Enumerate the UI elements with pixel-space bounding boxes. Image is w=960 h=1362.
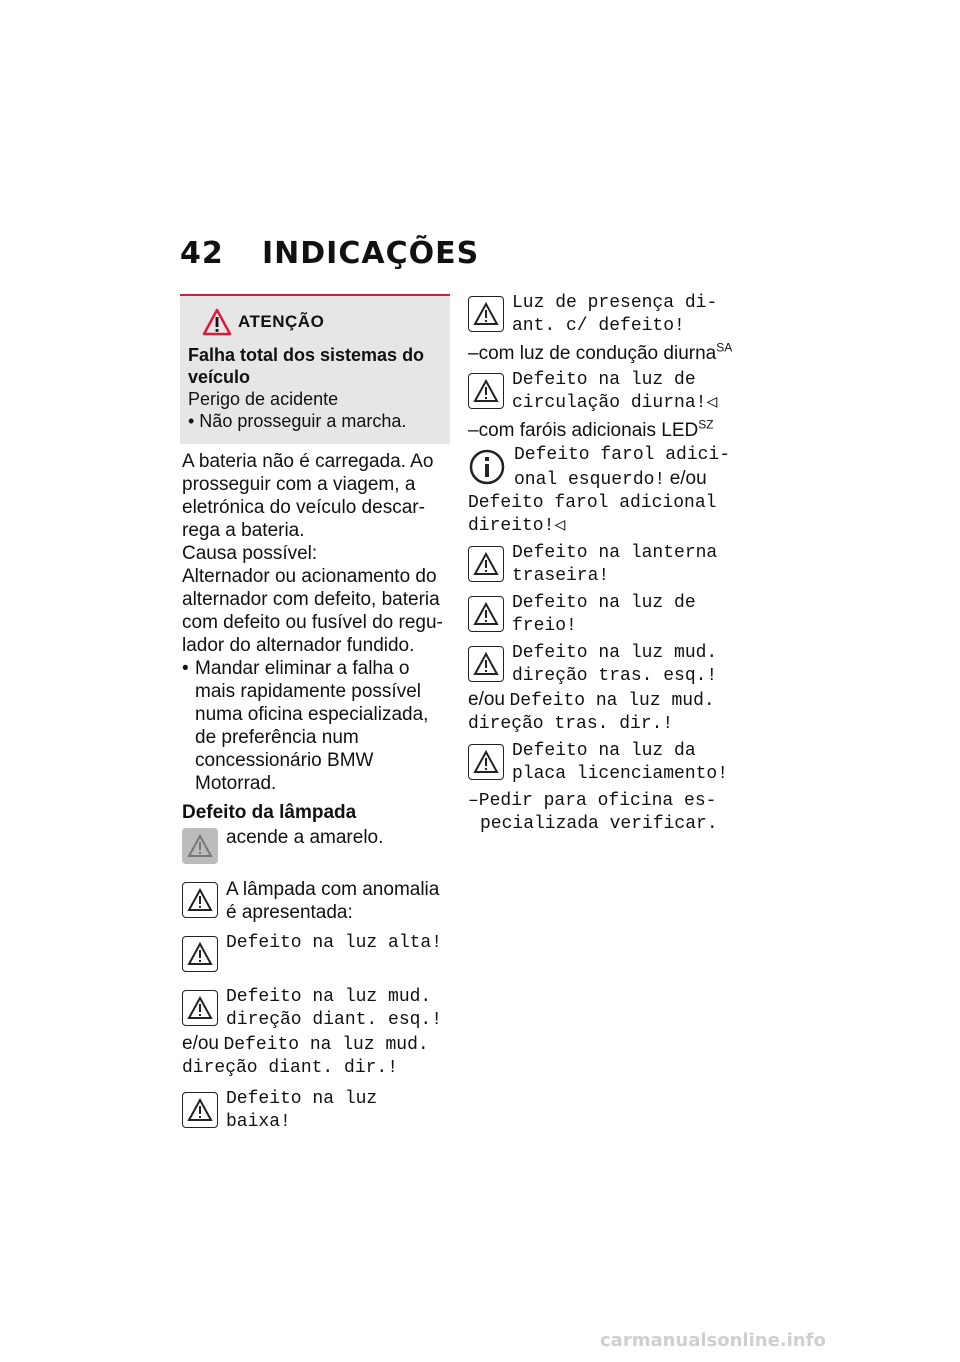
warning-triangle-icon [182, 1092, 218, 1128]
message-text: Defeito na luz alta! [226, 933, 443, 953]
message-text: Defeito farol adicional esquerdo! [514, 445, 731, 490]
warning-triangle-icon [468, 296, 504, 332]
notice-line-2: • Não prosseguir a marcha. [188, 411, 407, 431]
message-text: Defeito na luz da placa licenciamento! [512, 741, 729, 784]
warning-light-gray-icon [182, 828, 218, 864]
action-workshop-check: –Pedir para oficina especializada verificar. [468, 791, 718, 834]
message-text: Defeito na luz mud. direção diant. dir.! [182, 1035, 429, 1078]
warning-notice [180, 294, 450, 444]
message-tail-light [468, 542, 740, 588]
warning-triangle-icon [468, 596, 504, 632]
message-brake-light [468, 592, 740, 638]
message-daytime-light [468, 369, 740, 415]
message-text: Luz de presença diant. c/ defeito! [512, 293, 718, 336]
lamp-indicator-row [182, 826, 450, 864]
condition-text: –com faróis adicionais LED [468, 420, 699, 441]
right-column [468, 292, 740, 836]
notice-label: ATENÇÃO [238, 312, 325, 331]
and-or-label: e/ou [182, 1033, 219, 1054]
message-text: Defeito na luz mud. direção diant. esq.! [226, 987, 443, 1030]
message-text: Defeito na luz de freio! [512, 593, 696, 636]
message-rear-left-indicator [468, 642, 740, 688]
paragraph-battery: A bateria não é carregada. Ao prosseguir com a viagem, a eletrónica do veículo descarrega a bateria. [182, 451, 434, 541]
message-text: Defeito na luz mud. direção tras. dir.! [468, 691, 715, 734]
message-aux-right-light: Defeito farol adicional direito!◁ [468, 493, 717, 536]
warning-triangle-icon [182, 936, 218, 972]
bullet-item [182, 657, 450, 795]
message-text: Defeito na luz de circulação diurna!◁ [512, 370, 718, 413]
message-aux-left-light [468, 444, 740, 492]
message-front-parking-light [468, 292, 740, 338]
warning-triangle-icon [182, 882, 218, 918]
warning-triangle-icon [468, 373, 504, 409]
warning-triangle-icon [202, 308, 232, 336]
lamp-indicator-text: acende a amarelo. [226, 827, 384, 848]
message-front-right-indicator [182, 1032, 450, 1080]
option-code: SA [716, 340, 733, 355]
option-code: SZ [698, 417, 714, 432]
bullet-text: Mandar eliminar a falha o mais rapidamente possível numa oficina especializada, de preferência num concessionário BMW Motorrad. [195, 658, 429, 794]
warning-triangle-icon [182, 990, 218, 1026]
lamp-heading: Defeito da lâmpada [182, 802, 357, 823]
warning-triangle-icon [468, 546, 504, 582]
message-text: Defeito na luz mud. direção tras. esq.! [512, 643, 718, 686]
warning-triangle-icon [468, 646, 504, 682]
page-number: 42 [180, 236, 224, 271]
watermark: carmanualsonline.info [600, 1330, 826, 1351]
paragraph-cause: Alternador ou acionamento do alternador com defeito, bateria com defeito ou fusível do regulador do alternador fundido. [182, 566, 443, 656]
notice-heading: Falha total dos sistemas do veículo [188, 345, 425, 387]
paragraph-cause-label: Causa possível: [182, 543, 318, 564]
message-plate-light [468, 740, 740, 786]
warning-triangle-icon [468, 744, 504, 780]
message-rear-right-indicator [468, 688, 740, 736]
left-column [182, 450, 450, 1134]
message-front-left-indicator [182, 986, 450, 1032]
condition-text: –com luz de condução diurna [468, 343, 717, 364]
message-high-beam [182, 932, 450, 972]
message-text: Defeito na luz baixa! [226, 1089, 378, 1132]
info-icon [468, 448, 506, 486]
page-header [180, 236, 479, 271]
notice-line-1: Perigo de acidente [188, 389, 339, 409]
bullet-dot-icon: • [182, 658, 189, 679]
message-text: Defeito na lanterna traseira! [512, 543, 718, 586]
page-title: INDICAÇÕES [262, 236, 480, 271]
notice-label-row [188, 308, 444, 336]
message-low-beam [182, 1088, 450, 1134]
lamp-shown-text: A lâmpada com anomalia é apresentada: [226, 879, 440, 923]
and-or-label: e/ou [669, 468, 707, 489]
and-or-label: e/ou [468, 689, 505, 710]
condition-daytime-light [468, 342, 740, 365]
lamp-shown-row [182, 878, 450, 924]
condition-led-lights [468, 419, 740, 442]
